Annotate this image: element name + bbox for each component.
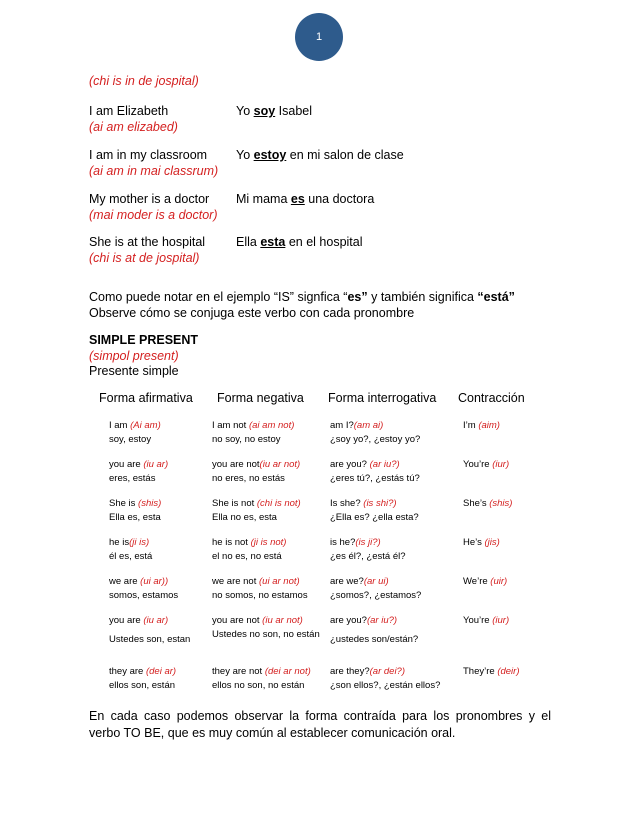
page-number-badge [295,13,343,61]
table-row-1-interrogative: are you? (ar iu?) ¿eres tú?, ¿estás tú? [330,459,420,484]
section-title: SIMPLE PRESENT [89,333,199,347]
table-row-5-contraction: You’re (iur) [463,615,510,626]
table-row-5-negative: you are not (iu ar not) Ustedes no son, no están [212,615,320,640]
example-4-english: She is at the hospital (chi is at de jospital) [89,235,206,265]
example-1-pronunciation: (ai am elizabed) [89,120,178,134]
table-row-0-negative: I am not (ai am not) no soy, no estoy [212,420,295,445]
table-row-4-affirmative: we are (ui ar)) somos, estamos [109,576,179,601]
closing-paragraph: En cada caso podemos observar la forma contraída para los pronombres y el verbo TO BE, que es muy común al establecer comunicación oral. [89,709,551,740]
example-1-spanish: Yo soy Isabel [236,104,313,118]
example-1-verb: soy [253,104,276,118]
example-2-pronunciation: (ai am in mai classrum) [89,164,219,178]
table-row-3-contraction: He’s (jis) [463,537,500,548]
table-row-0-contraction: I’m (aim) [463,420,500,431]
example-4-spanish: Ella esta en el hospital [236,235,363,249]
example-4-verb: esta [260,235,286,249]
table-row-2-affirmative: She is (shis) Ella es, esta [109,498,162,523]
table-row-0-interrogative: am I?(am ai) ¿soy yo?, ¿estoy yo? [330,420,421,445]
table-row-6-affirmative: they are (dei ar) ellos son, están [109,666,177,691]
table-row-1-negative: you are not(iu ar not) no eres, no estás [212,459,301,484]
note-line-2: Observe cómo se conjuga este verbo con cada pronombre [89,306,415,320]
example-2-verb: estoy [253,148,287,162]
table-row-3-negative: he is not (ji is not) el no es, no está [212,537,287,562]
example-3-verb: es [290,192,305,206]
table-row-3-affirmative: he is(ji is) él es, está [109,537,153,562]
page-number: 1 [315,31,323,43]
table-row-1-contraction: You’re (iur) [463,459,510,470]
header-contraction: Contracción [458,391,525,405]
top-pronunciation-line: (chi is in de jospital) [89,74,199,88]
table-row-2-interrogative: Is she? (is shi?) ¿Ella es? ¿ella esta? [330,498,419,523]
section-subtitle: Presente simple [89,364,179,378]
table-row-6-negative: they are not (dei ar not) ellos no son, no están [212,666,311,691]
table-row-4-contraction: We’re (uir) [463,576,508,587]
example-1-english: I am Elizabeth (ai am elizabed) [89,104,178,134]
table-row-0-affirmative: I am (Ai am) soy, estoy [109,420,161,445]
table-row-5-affirmative: you are (iu ar) Ustedes son, estan [109,615,191,645]
table-row-4-interrogative: are we?(ar ui) ¿somos?, ¿estamos? [330,576,422,601]
example-3-spanish: Mi mama es una doctora [236,192,375,206]
note-line-1: Como puede notar en el ejemplo “IS” signfica “es” y también significa “está” [89,290,515,304]
example-2-english: I am in my classroom (ai am in mai classrum) [89,148,219,178]
header-affirmative: Forma afirmativa [99,391,193,405]
table-row-2-negative: She is not (chi is not) Ella no es, esta [212,498,301,523]
table-row-6-interrogative: are they?(ar dei?) ¿son ellos?, ¿están ellos? [330,666,441,691]
header-negative: Forma negativa [217,391,304,405]
example-4-pronunciation: (chi is at de jospital) [89,251,200,265]
header-interrogative: Forma interrogativa [328,391,437,405]
example-3-english: My mother is a doctor (mai moder is a doctor) [89,192,218,222]
table-row-6-contraction: They’re (deir) [463,666,520,677]
example-3-pronunciation: (mai moder is a doctor) [89,208,218,222]
table-row-1-affirmative: you are (iu ar) eres, estás [109,459,169,484]
table-row-4-negative: we are not (ui ar not) no somos, no estamos [212,576,308,601]
section-pronunciation: (simpol present) [89,349,179,363]
table-row-5-interrogative: are you?(ar iu?) ¿ustedes son/están? [330,615,419,645]
example-2-spanish: Yo estoy en mi salon de clase [236,148,404,162]
table-row-3-interrogative: is he?(is ji?) ¿es él?, ¿está él? [330,537,406,562]
table-row-2-contraction: She’s (shis) [463,498,513,509]
